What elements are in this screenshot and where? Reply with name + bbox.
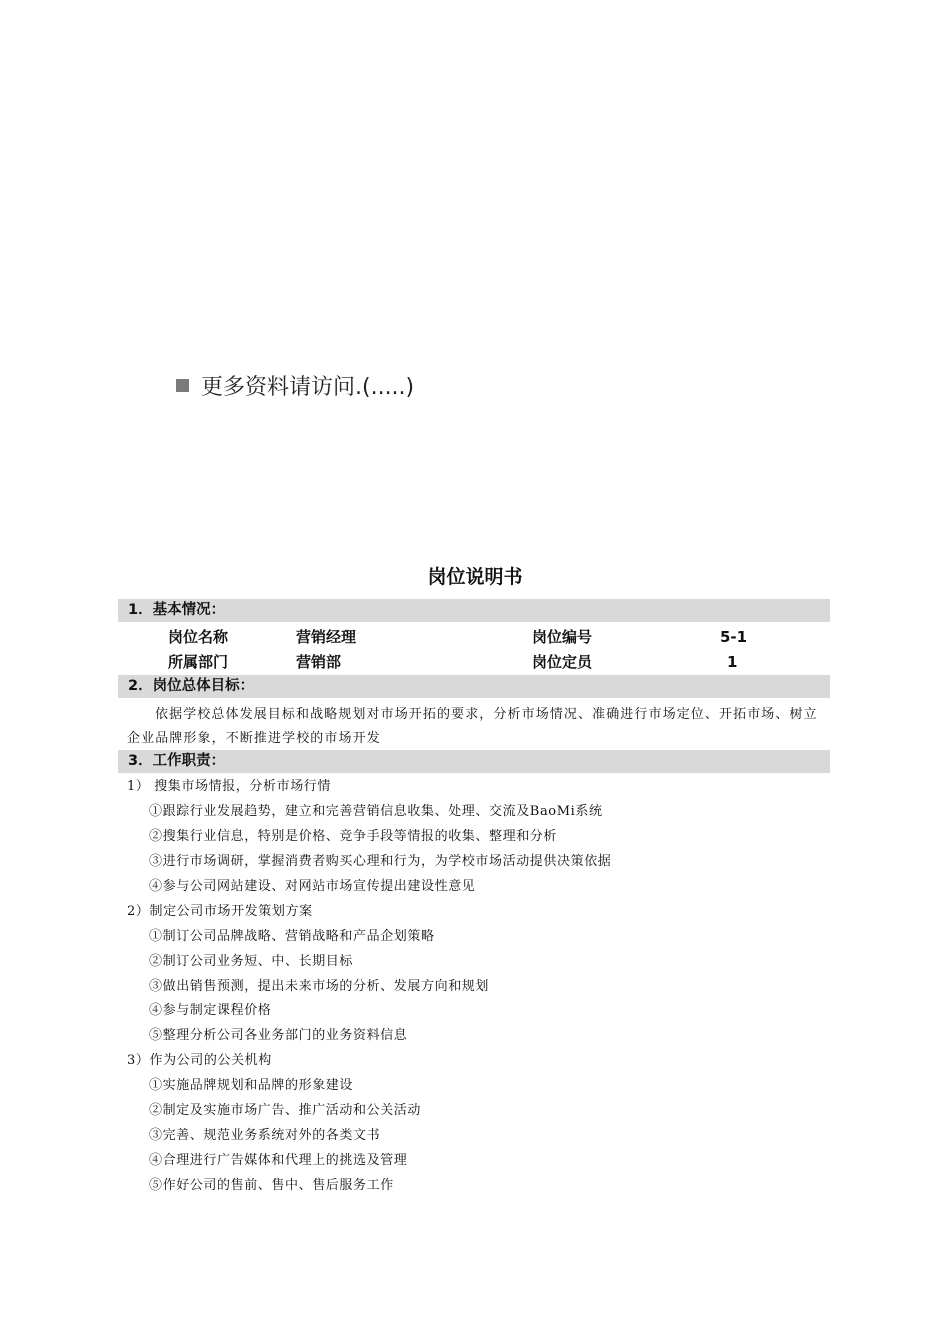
section-goal-header: 2．岗位总体目标： — [118, 675, 830, 698]
label-headcount: 岗位定员 — [532, 653, 593, 671]
notice-text: 更多资料请访问.(.....) — [201, 375, 415, 400]
section-basic-header: 1．基本情况： — [118, 599, 830, 622]
duty-item: ②搜集行业信息，特别是价格、竞争手段等情报的收集、整理和分析 — [149, 829, 558, 844]
duty-item: ④参与公司网站建设、对网站市场宣传提出建设性意见 — [149, 879, 476, 894]
duty-group-2-title: 2）制定公司市场开发策划方案 — [127, 904, 313, 919]
duty-group-1-title: 1） 搜集市场情报，分析市场行情 — [127, 779, 332, 794]
document-title: 岗位说明书 — [427, 566, 523, 588]
value-department: 营销部 — [296, 653, 342, 671]
duty-item: ③做出销售预测，提出未来市场的分析、发展方向和规划 — [149, 979, 490, 994]
duty-item: ③进行市场调研，掌握消费者购买心理和行为，为学校市场活动提供决策依据 — [149, 854, 612, 869]
duty-item: ③完善、规范业务系统对外的各类文书 — [149, 1128, 381, 1143]
duty-item: ④参与制定课程价格 — [149, 1003, 272, 1018]
duty-item: ②制订公司业务短、中、长期目标 — [149, 954, 354, 969]
duty-item: ④合理进行广告媒体和代理上的挑选及管理 — [149, 1153, 408, 1168]
duty-group-3-title: 3）作为公司的公关机构 — [127, 1053, 272, 1068]
value-headcount: 1 — [727, 653, 738, 671]
duty-item: ⑤作好公司的售前、售中、售后服务工作 — [149, 1178, 394, 1193]
value-position-code: 5-1 — [720, 628, 748, 646]
duty-item: ①实施品牌规划和品牌的形象建设 — [149, 1078, 354, 1093]
value-position-name: 营销经理 — [296, 628, 357, 646]
notice-line — [176, 370, 414, 401]
duty-item: ①跟踪行业发展趋势，建立和完善营销信息收集、处理、交流及BaoMi系统 — [149, 804, 603, 819]
label-department: 所属部门 — [168, 653, 229, 671]
duty-item: ①制订公司品牌战略、营销战略和产品企划策略 — [149, 929, 435, 944]
duty-item: ②制定及实施市场广告、推广活动和公关活动 — [149, 1103, 422, 1118]
goal-paragraph: 依据学校总体发展目标和战略规划对市场开拓的要求，分析市场情况、准确进行市场定位、开拓市场、树立企业品牌形象，不断推进学校的市场开发 — [127, 707, 818, 746]
label-position-name: 岗位名称 — [168, 628, 229, 646]
square-bullet-icon — [176, 379, 189, 392]
label-position-code: 岗位编号 — [532, 628, 593, 646]
section-duties-header: 3．工作职责： — [118, 750, 830, 773]
duty-item: ⑤整理分析公司各业务部门的业务资料信息 — [149, 1028, 408, 1043]
